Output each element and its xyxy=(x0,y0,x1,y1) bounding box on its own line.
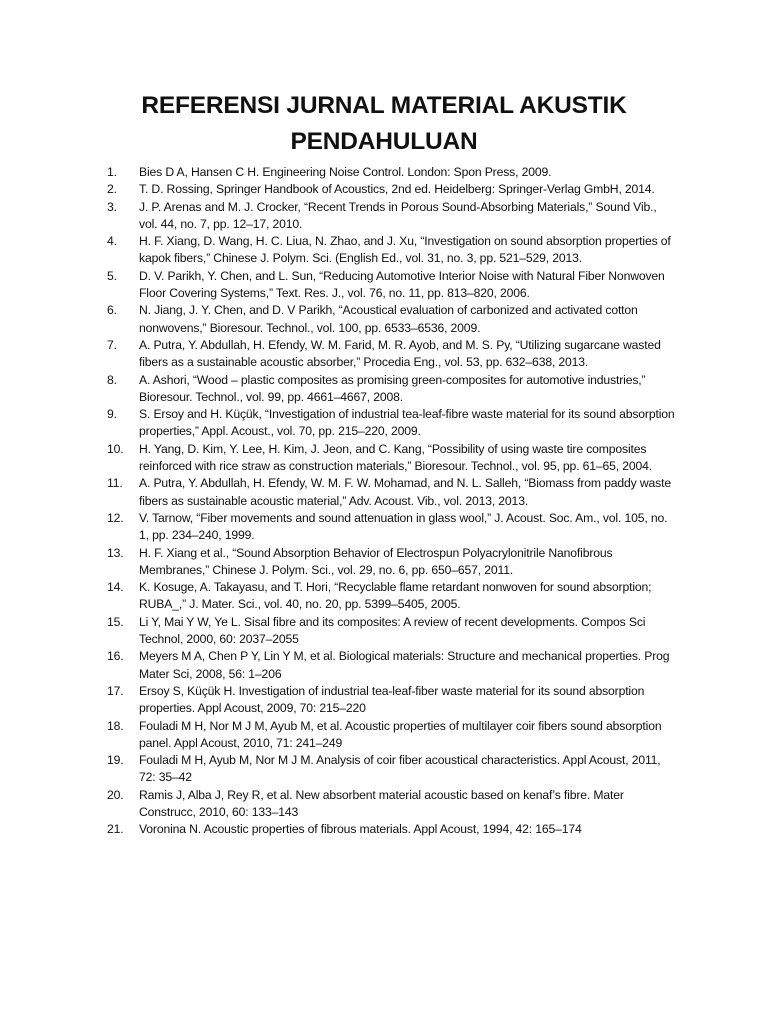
reference-text: Fouladi M H, Nor M J M, Ayub M, et al. Acoustic properties of multilayer coir fibers sound absorption panel. Appl Acoust, 2010, 71: 241–249 xyxy=(139,718,662,750)
reference-text: A. Putra, Y. Abdullah, H. Efendy, W. M. F. W. Mohamad, and N. L. Salleh, “Biomass from paddy waste fibers as sustainable acoustic material,” Adv. Acoust. Vib., vol. 2013, 2013. xyxy=(139,476,671,508)
reference-item xyxy=(0,181,677,198)
reference-text: K. Kosuge, A. Takayasu, and T. Hori, “Recyclable flame retardant nonwoven for sound absorption; RUBA_,” J. Mater. Sci., vol. 40, no. 20, pp. 5399–5405, 2005. xyxy=(139,580,652,612)
reference-text: Ersoy S, Küçük H. Investigation of industrial tea-leaf-fiber waste material for its sound absorption properties. Appl Acoust, 2009, 70: 215–220 xyxy=(139,683,645,716)
reference-number: 7. xyxy=(107,337,117,352)
reference-item xyxy=(0,441,677,476)
reference-text: S. Ersoy and H. Küçük, “Investigation of industrial tea-leaf-fibre waste material for its sound absorption properties,” Appl. Acoust., vol. 70, pp. 215–220, 2009. xyxy=(139,407,675,439)
reference-item xyxy=(0,510,677,545)
reference-list xyxy=(0,164,768,839)
reference-number: 14. xyxy=(107,580,124,595)
reference-item xyxy=(0,475,677,510)
reference-text: T. D. Rossing, Springer Handbook of Acoustics, 2nd ed. Heidelberg: Springer-Verlag GmbH, 2014. xyxy=(139,182,655,197)
reference-text: Meyers M A, Chen P Y, Lin Y M, et al. Biological materials: Structure and mechanical properties. Prog Mater Sci, 2008, 56: 1–206 xyxy=(139,649,670,681)
reference-text: Voronina N. Acoustic properties of fibrous materials. Appl Acoust, 1994, 42: 165–174 xyxy=(139,822,582,837)
reference-text: H. F. Xiang et al., “Sound Absorption Behavior of Electrospun Polyacrylonitrile Nanofibrous Membranes,” Chinese J. Polym. Sci., vol. 29, no. 6, pp. 650–657, 2011. xyxy=(139,545,613,577)
reference-text: D. V. Parikh, Y. Chen, and L. Sun, “Reducing Automotive Interior Noise with Natural Fiber Nonwoven Floor Covering Systems,” Text. Res. J., vol. 76, no. 11, pp. 813–820, 2006. xyxy=(139,268,665,301)
reference-number: 16. xyxy=(107,649,124,664)
reference-item xyxy=(0,372,677,407)
reference-number: 6. xyxy=(107,303,117,318)
reference-item xyxy=(0,787,677,822)
reference-text: A. Ashori, “Wood – plastic composites as promising green-composites for automotive industries,” Bioresour. Technol., vol. 99, pp. 4661–4667, 2008. xyxy=(139,372,646,404)
reference-item xyxy=(0,683,677,718)
page-title xyxy=(100,88,668,160)
reference-text: Fouladi M H, Ayub M, Nor M J M. Analysis of coir fiber acoustical characteristics. Appl Acoust, 2011, 72: 35–42 xyxy=(139,753,661,785)
reference-number: 2. xyxy=(107,182,117,197)
reference-number: 1. xyxy=(107,165,117,179)
reference-item xyxy=(0,545,677,580)
reference-item xyxy=(0,614,677,649)
reference-text: Bies D A, Hansen C H. Engineering Noise Control. London: Spon Press, 2009. xyxy=(139,165,552,179)
reference-item xyxy=(0,752,677,787)
reference-text: H. Yang, D. Kim, Y. Lee, H. Kim, J. Jeon, and C. Kang, “Possibility of using waste tire composites reinforced with rice straw as construction materials,” Bioresour. Technol., vol. 95, pp. 61–65, 2004. xyxy=(139,441,653,474)
reference-item xyxy=(0,199,677,234)
reference-item xyxy=(0,579,677,614)
reference-number: 20. xyxy=(107,787,124,802)
reference-item xyxy=(0,337,677,372)
reference-text: V. Tarnow, “Fiber movements and sound attenuation in glass wool,” J. Acoust. Soc. Am., vol. 105, no. 1, pp. 234–240, 1999. xyxy=(139,510,668,543)
reference-number: 11. xyxy=(107,476,123,491)
reference-item xyxy=(0,821,677,838)
reference-item xyxy=(0,302,677,337)
reference-item xyxy=(0,268,677,303)
reference-item xyxy=(0,164,677,181)
reference-number: 4. xyxy=(107,234,117,249)
reference-number: 8. xyxy=(107,372,117,387)
reference-text: Ramis J, Alba J, Rey R, et al. New absorbent material acoustic based on kenaf’s fibre. Mater Construcc, 2010, 60: 133–143 xyxy=(139,787,624,819)
reference-item xyxy=(0,718,677,753)
reference-number: 17. xyxy=(107,683,124,698)
reference-number: 10. xyxy=(107,441,124,456)
reference-item xyxy=(0,233,677,268)
reference-text: J. P. Arenas and M. J. Crocker, “Recent Trends in Porous Sound-Absorbing Materials,” Sound Vib., vol. 44, no. 7, pp. 12–17, 2010. xyxy=(139,199,657,231)
reference-number: 21. xyxy=(107,822,124,837)
reference-number: 12. xyxy=(107,510,124,525)
reference-text: A. Putra, Y. Abdullah, H. Efendy, W. M. Farid, M. R. Ayob, and M. S. Py, “Utilizing sugarcane wasted fibers as a sustainable acoustic absorber,” Procedia Eng., vol. 53, pp. 632–638, 2013. xyxy=(139,337,661,370)
title-line-2: PENDAHULUAN xyxy=(290,128,478,155)
reference-number: 15. xyxy=(107,614,124,629)
reference-item xyxy=(0,406,677,441)
reference-number: 9. xyxy=(107,407,117,422)
reference-text: Li Y, Mai Y W, Ye L. Sisal fibre and its composites: A review of recent developments. Compos Sci Technol, 2000, 60: 2037–2055 xyxy=(139,614,646,647)
reference-number: 3. xyxy=(107,199,117,214)
reference-text: N. Jiang, J. Y. Chen, and D. V Parikh, “Acoustical evaluation of carbonized and activated cotton nonwovens,” Bioresour. Technol., vol. 100, pp. 6533–6536, 2009. xyxy=(139,303,638,335)
reference-item xyxy=(0,648,677,683)
reference-number: 13. xyxy=(107,545,124,560)
reference-number: 5. xyxy=(107,268,117,283)
title-line-1: REFERENSI JURNAL MATERIAL AKUSTIK xyxy=(141,92,627,119)
reference-text: H. F. Xiang, D. Wang, H. C. Liua, N. Zhao, and J. Xu, “Investigation on sound absorption properties of kapok fibers,” Chinese J. Polym. Sci. (English Ed., vol. 31, no. 3, pp. 521–529, 2013. xyxy=(139,234,671,266)
reference-number: 18. xyxy=(107,718,124,733)
reference-number: 19. xyxy=(107,753,124,768)
